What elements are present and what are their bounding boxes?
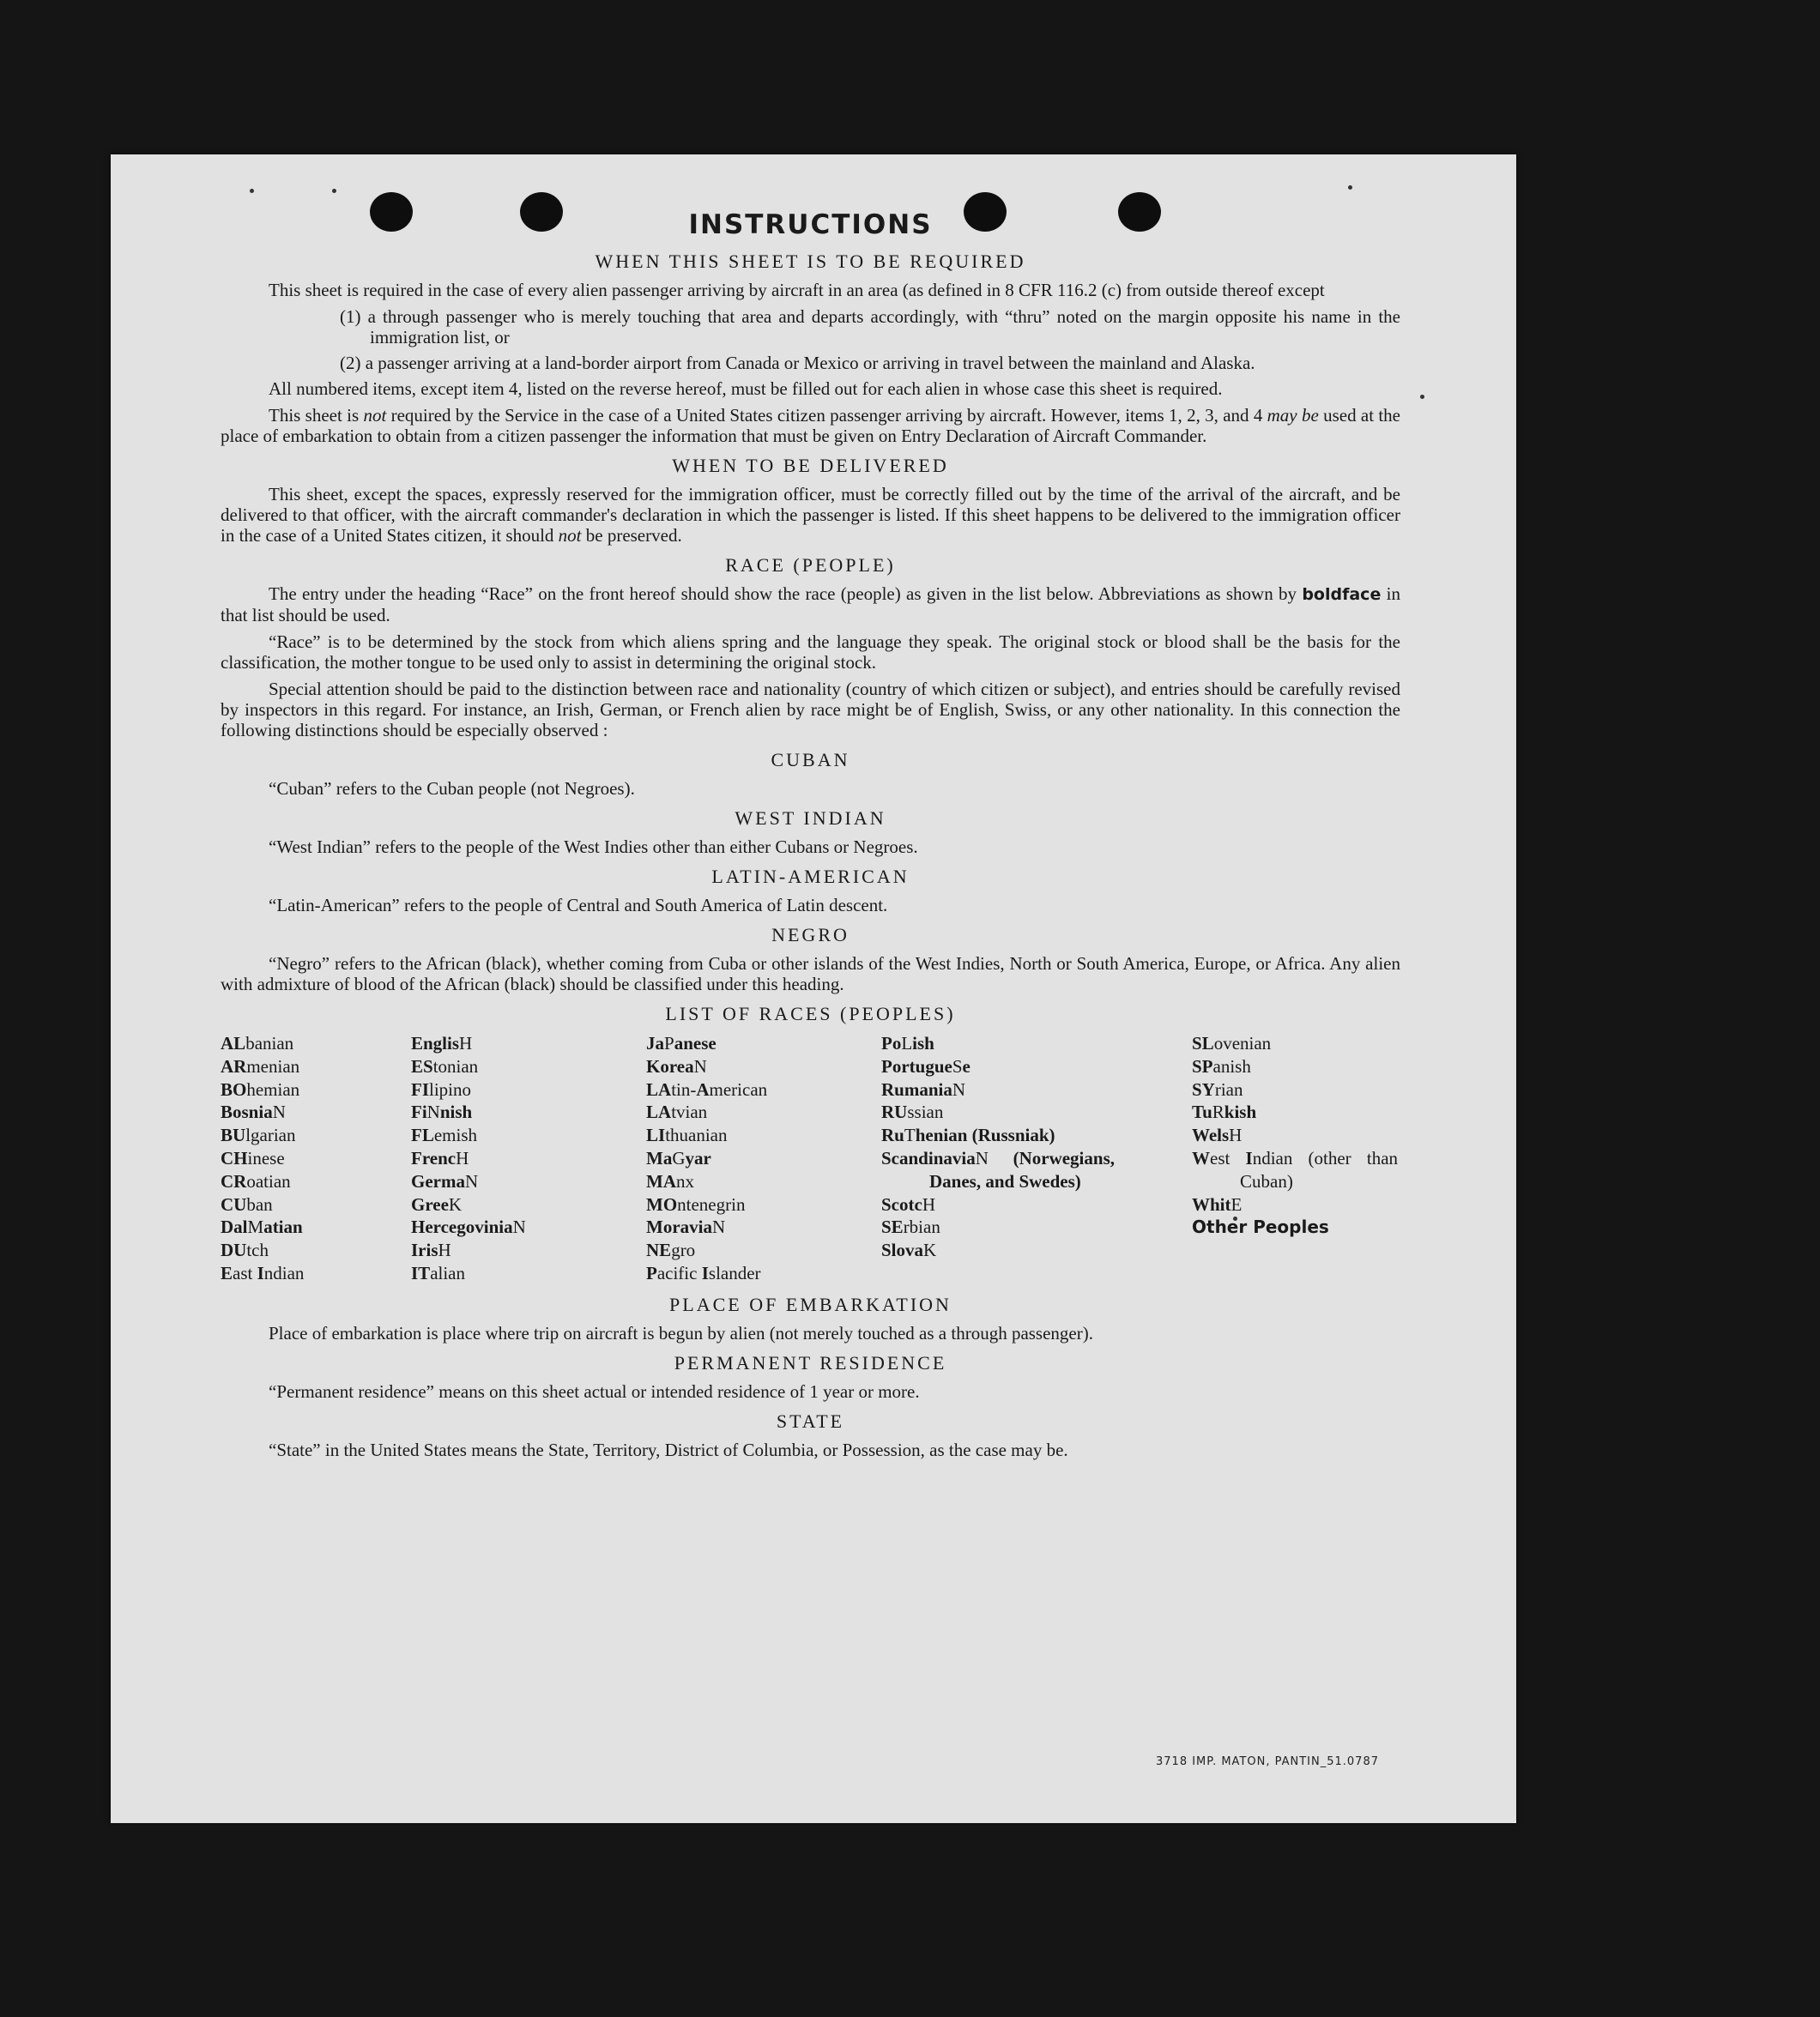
race-entry: Other Peoples (1192, 1217, 1329, 1238)
heading-cuban: CUBAN (771, 749, 850, 770)
page-title: INSTRUCTIONS (688, 209, 933, 240)
race-entry: RuThenian (Russniak) (881, 1125, 1055, 1146)
race-column (646, 1032, 881, 1285)
race-entry: SYrian (1192, 1078, 1243, 1100)
heading-when-delivered: WHEN TO BE DELIVERED (672, 455, 949, 476)
cuban-text: “Cuban” refers to the Cuban people (not Negroes). (269, 778, 635, 799)
text-segment: in that list should be used. (221, 583, 1400, 625)
race-entry: BosniaN (221, 1102, 286, 1123)
latin-american-text: “Latin-American” refers to the people of Central and South America of Latin descent. (269, 895, 888, 915)
race-entry: SlovaK (881, 1240, 937, 1261)
race-entry: PoLish (881, 1033, 934, 1054)
race-entry: CHinese (221, 1147, 285, 1169)
heading-race: RACE (PEOPLE) (725, 554, 896, 576)
exception-item-1: (1) a through passenger who is merely touching that area and departs accordingly, with “thru” noted on the margin opposite his name in the immigration list, or (340, 306, 1400, 347)
race-entry: RumaniaN (881, 1078, 966, 1100)
speck (250, 189, 254, 193)
race-entry: MaGyar (646, 1147, 711, 1169)
race-column (881, 1032, 1115, 1285)
instruction-sheet (111, 154, 1516, 1823)
race-entry: PortugueSe (881, 1055, 970, 1077)
race-entry: HercegoviniaN (411, 1217, 526, 1238)
print-code: 3718 IMP. MATON, PANTIN_51.0787 (1156, 1755, 1379, 1768)
race-entry: GermaN (411, 1170, 479, 1192)
race-entry: LAtin-American (646, 1078, 768, 1100)
race-entry: SLovenian (1192, 1033, 1272, 1054)
race-entry: ITalian (411, 1262, 465, 1283)
race-entry: Pacific Islander (646, 1262, 761, 1283)
emphasis-may-be: may be (1267, 405, 1319, 426)
emphasis-not: not (363, 405, 387, 426)
exception-item-2: (2) a passenger arriving at a land-border airport from Canada or Mexico or arriving in travel between the mainland and Alaska. (340, 353, 1255, 373)
numbered-items-paragraph: All numbered items, except item 4, listed on the reverse hereof, must be filled out for each alien in whose case this sheet is required. (269, 378, 1223, 399)
speck (332, 189, 336, 193)
permanent-residence-text: “Permanent residence” means on this sheet actual or intended residence of 1 year or more. (269, 1380, 920, 1402)
race-entry: JaPanese (646, 1033, 717, 1054)
when-delivered-text (221, 484, 1400, 546)
place-of-embarkation-text: Place of embarkation is place where trip on aircraft is begun by alien (not merely touched as a through passenger). (269, 1322, 1093, 1344)
heading-when-required: WHEN THIS SHEET IS TO BE REQUIRED (595, 251, 1026, 272)
text-segment: required by the Service in the case of a United States citizen passenger arriving by aircraft. However, items 1, 2, 3, and 4 (386, 405, 1267, 426)
race-entry: CRoatian (221, 1170, 291, 1192)
heading-list-of-races: LIST OF RACES (PEOPLES) (665, 1003, 956, 1024)
text-segment: The entry under the heading “Race” on the front hereof should show the race (people) as given in the list below. Abbreviations as shown by (269, 583, 1303, 604)
heading-state: STATE (776, 1410, 845, 1432)
race-entry: MAnx (646, 1170, 694, 1192)
race-entry: BOhemian (221, 1078, 300, 1100)
race-entry: ScotcH (881, 1193, 935, 1215)
negro-text: “Negro” refers to the African (black), whether coming from Cuba or other islands of the West Indies, North or South America, Europe, or Africa. Any alien with admixture of blood of the African (black) should be classified under this heading. (221, 953, 1400, 994)
race-entry: ARmenian (221, 1055, 300, 1077)
citizen-paragraph (221, 405, 1400, 446)
race-list (221, 1032, 1400, 1285)
when-required-intro: This sheet is required in the case of every alien passenger arriving by aircraft in an area (as defined in 8 CFR 116.2 (c) from outside thereof except (269, 280, 1325, 300)
race-column (411, 1032, 646, 1285)
race-entry: BUlgarian (221, 1125, 296, 1146)
sheet-content (221, 208, 1400, 1466)
race-paragraph-1 (221, 583, 1400, 625)
race-entry: EStonian (411, 1055, 479, 1077)
race-entry: LIthuanian (646, 1125, 728, 1146)
race-entry: MoraviaN (646, 1217, 726, 1238)
speck (1420, 395, 1424, 399)
state-text: “State” in the United States means the State, Territory, District of Columbia, or Possession, as the case may be. (269, 1439, 1068, 1460)
race-entry: IrisH (411, 1240, 451, 1261)
race-entry: TuRkish (1192, 1102, 1257, 1123)
speck (1348, 185, 1352, 190)
text-segment: be preserved. (581, 525, 682, 546)
race-entry: East Indian (221, 1262, 305, 1283)
race-entry: MOntenegrin (646, 1193, 746, 1215)
race-entry: FiNnish (411, 1102, 473, 1123)
race-column (1192, 1032, 1398, 1285)
race-paragraph-3: Special attention should be paid to the distinction between race and nationality (country of which citizen or subject), and entries should be carefully revised by inspectors in this regard. For instance, an Irish, German, or French alien by race might be of English, Swiss, or any other nationality. In this connection the following distinctions should be especially observed : (221, 679, 1400, 740)
race-entry: NEgro (646, 1240, 696, 1261)
text-segment: This sheet, except the spaces, expressly reserved for the immigration officer, must be correctly filled out by the time of the arrival of the aircraft, and be delivered to that officer, with the aircraft commander's declaration in which the passenger is listed. If this sheet happens to be delivered to the immigration officer in the case of a United States citizen, it should (221, 484, 1400, 546)
race-entry: FIlipino (411, 1078, 472, 1100)
race-entry: ScandinaviaN (Norwegians, Danes, and Swedes) (881, 1147, 1115, 1192)
text-segment: This sheet is (269, 405, 364, 426)
heading-permanent-residence: PERMANENT RESIDENCE (674, 1351, 947, 1374)
race-entry: DalMatian (221, 1217, 303, 1238)
emphasis-not: not (558, 525, 582, 546)
race-entry: EnglisH (411, 1033, 473, 1054)
heading-place-of-embarkation: PLACE OF EMBARKATION (669, 1293, 952, 1315)
race-entry: DUtch (221, 1240, 269, 1261)
race-entry: CUban (221, 1193, 273, 1215)
text-segment: used at the place of embarkation to obtain from a citizen passenger the information that must be given on Entry Declaration of Aircraft Commander. (221, 405, 1401, 446)
race-entry: West Indian (other than Cuban) (1192, 1147, 1399, 1192)
race-entry: FrencH (411, 1147, 469, 1169)
race-paragraph-2: “Race” is to be determined by the stock from which aliens spring and the language they speak. The original stock or blood shall be the basis for the classification, the mother tongue to be used only to assist in determining the original stock. (221, 631, 1400, 673)
race-entry: SErbian (881, 1217, 940, 1238)
west-indian-text: “West Indian” refers to the people of the West Indies other than either Cubans or Negroes. (269, 836, 918, 857)
race-entry: KoreaN (646, 1055, 707, 1077)
race-entry: FLemish (411, 1125, 478, 1146)
race-entry: GreeK (411, 1193, 463, 1215)
race-entry: SPanish (1192, 1055, 1251, 1077)
boldface-word: boldface (1302, 585, 1382, 604)
race-entry: LAtvian (646, 1102, 708, 1123)
heading-latin-american: LATIN-AMERICAN (711, 866, 910, 887)
race-entry: RUssian (881, 1102, 944, 1123)
race-entry: WelsH (1192, 1125, 1243, 1146)
heading-negro: NEGRO (771, 924, 850, 945)
race-column (221, 1032, 411, 1285)
heading-west-indian: WEST INDIAN (735, 807, 886, 829)
race-entry: WhitE (1192, 1193, 1243, 1215)
race-entry: ALbanian (221, 1033, 294, 1054)
